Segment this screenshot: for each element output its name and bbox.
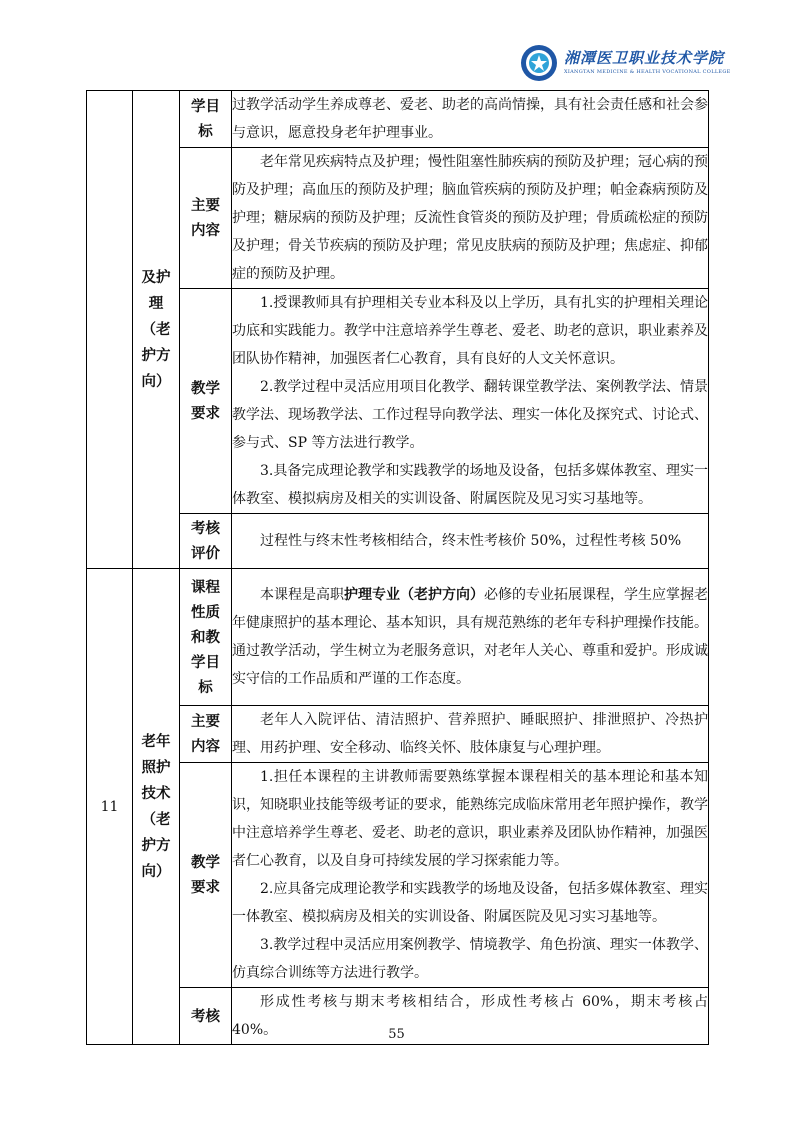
row-content (232, 569, 709, 706)
row-label: 教学 要求 (180, 763, 232, 988)
bold-phrase: 护理专业（老护方向） (344, 587, 484, 603)
course-name-cell: 及护 理 （老 护方 向） (133, 91, 180, 569)
course-number-cell (87, 91, 133, 569)
row-label: 主要 内容 (180, 706, 232, 763)
table-row (87, 91, 709, 148)
row-content: 形成性考核与期末考核相结合，形成性考核占 60%，期末考核占 40%。 (232, 988, 709, 1045)
table-row (87, 514, 709, 569)
row-content: 过教学活动学生养成尊老、爱老、助老的高尚情操，具有社会责任感和社会参与意识，愿意投身老年护理事业。 (232, 91, 709, 148)
row-content: 老年常见疾病特点及护理；慢性阻塞性肺疾病的预防及护理；冠心病的预防及护理；高血压的预防及护理；脑血管疾病的预防及护理；帕金森病预防及护理；糖尿病的预防及护理；反流性食管炎的预防及护理；骨质疏松症的预防及护理；骨关节疾病的预防及护理；常见皮肤病的预防及护理；焦虑症、抑郁症的预防及护理。 (232, 148, 709, 289)
row-content: 1.担任本课程的主讲教师需要熟练掌握本课程相关的基本理论和基本知识，知晓职业技能等级考证的要求，能熟练完成临床常用老年照护操作，教学中注意培养学生尊老、爱老、助老的意识，职业素养及团队协作精神，加强医者仁心教育，以及自身可持续发展的学习探索能力等。 2.应具备完成理论教学和实践教学的场地及设备，包括多媒体教室、理实一体教室、模拟病房及相关的实训设备、附属医院及见习实习基地等。 3.教学过程中灵活应用案例教学、情境教学、角色扮演、理实一体教学、仿真综合训练等方法进行教学。 (232, 763, 709, 988)
row-label: 考核 评价 (180, 514, 232, 569)
row-label: 课程 性质 和教 学目 标 (180, 569, 232, 706)
row-content: 过程性与终末性考核相结合，终末性考核价 50%，过程性考核 50% (232, 514, 709, 569)
row-content: 1.授课教师具有护理相关专业本科及以上学历，具有扎实的护理相关理论功底和实践能力。教学中注意培养学生尊老、爱老、助老的意识，职业素养及团队协作精神，加强医者仁心教育，具有良好的人文关怀意识。 2.教学过程中灵活应用项目化教学、翻转课堂教学法、案例教学法、情景教学法、现场教学法、工作过程导向教学法、理实一体化及探究式、讨论式、参与式、SP 等方法进行教学。 3.具备完成理论教学和实践教学的场地及设备，包括多媒体教室、理实一体教室、模拟病房及相关的实训设备、附属医院及见习实习基地等。 (232, 289, 709, 514)
school-name-english: XIANGTAN MEDICINE & HEALTH VOCATIONAL COLLEGE (564, 69, 731, 75)
row-label: 考核 (180, 988, 232, 1045)
school-logo (520, 44, 731, 82)
table-row (87, 289, 709, 514)
table-row (87, 569, 709, 706)
course-name-cell: 老年 照护 技术 （老 护方 向） (133, 569, 180, 1045)
course-table (86, 90, 709, 1045)
table-row (87, 763, 709, 988)
page-number: 55 (388, 1027, 405, 1042)
school-name: 湘潭医卫职业技术学院 (564, 49, 725, 67)
school-emblem-icon (520, 44, 558, 82)
row-content: 老年人入院评估、清洁照护、营养照护、睡眠照护、排泄照护、冷热护理、用药护理、安全移动、临终关怀、肢体康复与心理护理。 (232, 706, 709, 763)
row-label: 主要 内容 (180, 148, 232, 289)
row-label: 教学 要求 (180, 289, 232, 514)
table-row (87, 148, 709, 289)
course-number-cell: 11 (87, 569, 133, 1045)
table-row (87, 706, 709, 763)
course-objective-text: 本课程是高职护理专业（老护方向）必修的专业拓展课程，学生应掌握老年健康照护的基本理论、基本知识，具有规范熟练的老年专科护理操作技能。通过教学活动，学生树立为老服务意识，对老年人关心、尊重和爱护。形成诚实守信的工作品质和严谨的工作态度。 (232, 587, 708, 687)
row-label: 学目 标 (180, 91, 232, 148)
